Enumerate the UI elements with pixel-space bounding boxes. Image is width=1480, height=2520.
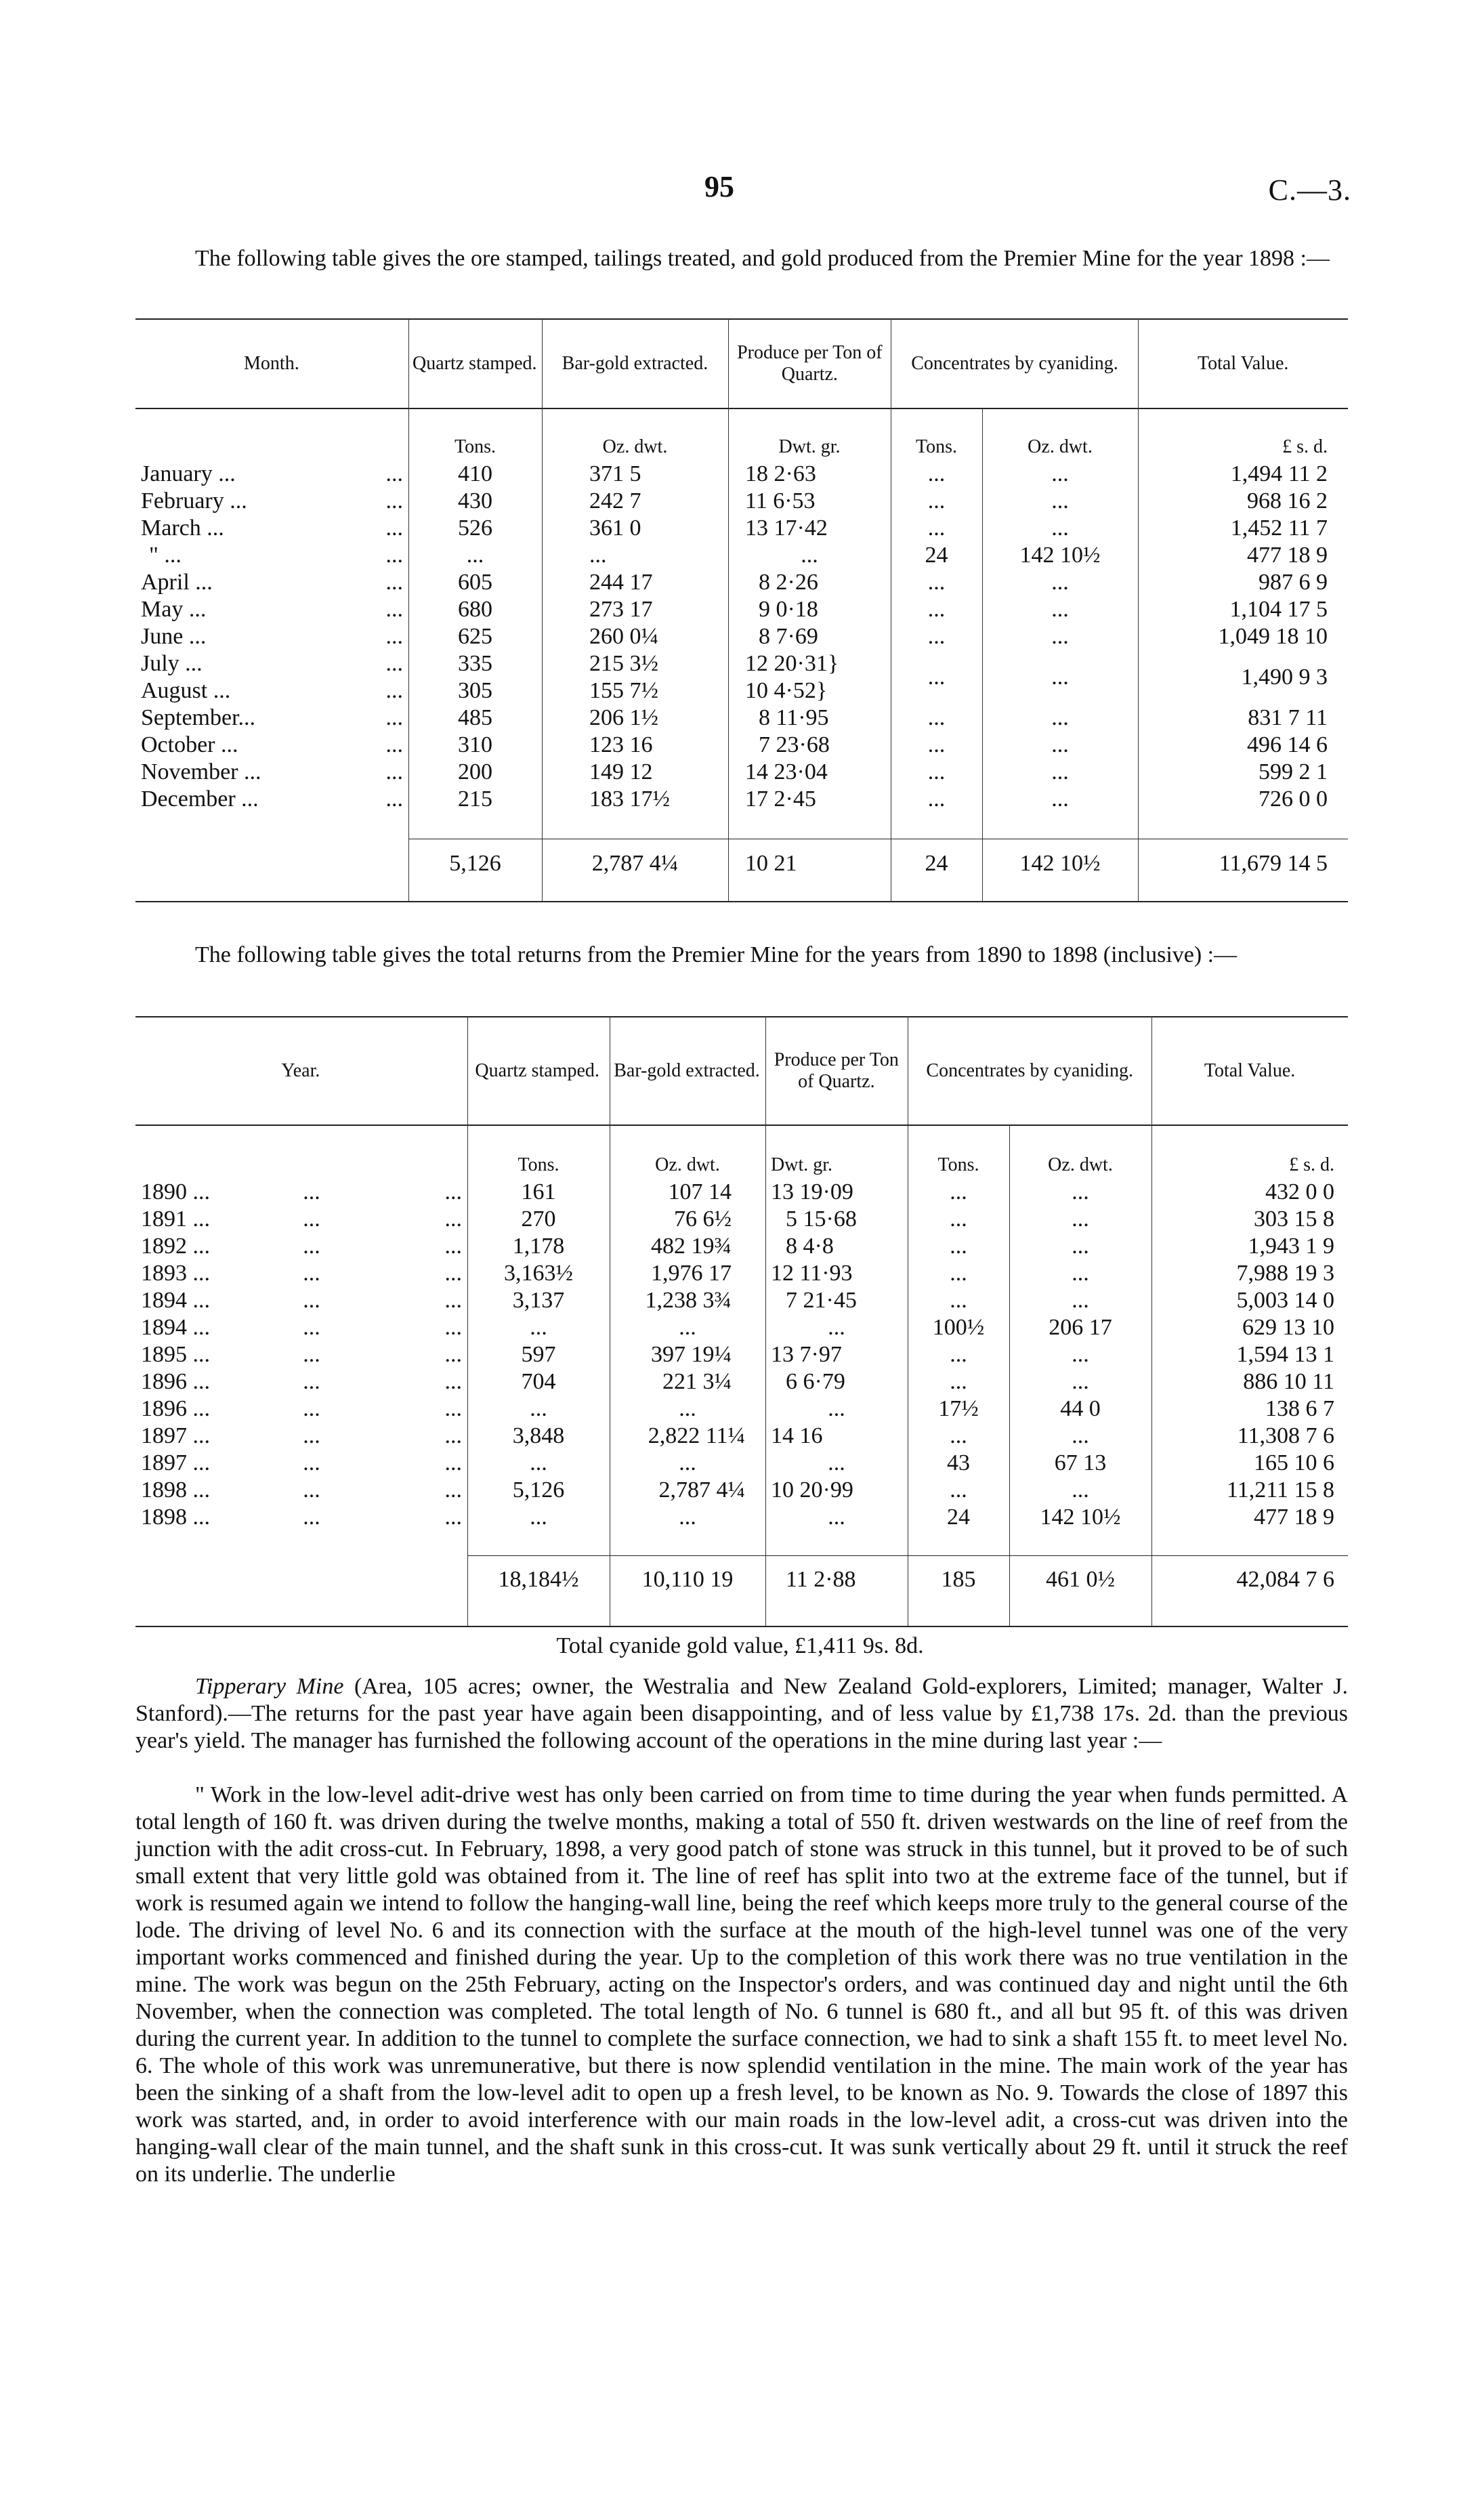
tipperary-paragraph xyxy=(135,1673,1348,1755)
table1-header-rule xyxy=(135,408,1348,409)
header-quartz: Quartz stamped. xyxy=(475,1060,599,1081)
unit: Dwt. gr. xyxy=(778,436,841,457)
table-row: 1892 ... ... ... 1,178 482 19¾ 8 4·8 ... ... 1,943 1 9 xyxy=(141,1234,1334,1259)
document-code: C.—3. xyxy=(1268,173,1351,207)
header-bargold: Bar-gold extracted. xyxy=(562,353,709,374)
header-produce: Produce per Ton of Quartz. xyxy=(737,342,883,385)
table2-header-rule xyxy=(135,1125,1348,1126)
unit: Oz. dwt. xyxy=(1048,1154,1113,1175)
table-row: April ... ... 605 244 17 8 2·26 ... ... 987 6 9 xyxy=(141,570,1328,595)
table-row: February ... ... 430 242 7 11 6·53 ... ... 968 16 2 xyxy=(141,488,1328,513)
header-year: Year. xyxy=(281,1060,320,1081)
table-row: November ... ... 200 149 12 14 23·04 ... ... 599 2 1 xyxy=(141,759,1328,784)
cyanide-note: Total cyanide gold value, £1,411 9s. 8d. xyxy=(556,1633,924,1658)
tipperary-text: (Area, 105 acres; owner, the Westralia and New Zealand Gold-explorers, Limited; manager, Walter J. Stanford).—The returns for the past year have again been disappointing, and of less value by £1,738 17s. 2d. than the previous year's yield. The manager has furnished the following account of the operations in the mine during last year :— xyxy=(135,1674,1349,1753)
table-row: January ... ... 410 371 5 18 2·63 ... ... 1,494 11 2 xyxy=(141,461,1328,486)
header-bargold: Bar-gold extracted. xyxy=(614,1060,760,1081)
header-quartz: Quartz stamped. xyxy=(413,353,537,374)
table-row: July ... ... 335 215 3½ 12 20·31} ... ... 1,490 9 3 xyxy=(141,651,1328,690)
header-concentrates: Concentrates by cyaniding. xyxy=(926,1060,1133,1081)
header-month: Month. xyxy=(244,353,299,374)
header-produce: Produce per Ton of Quartz. xyxy=(774,1049,899,1092)
table2-header xyxy=(135,1017,1348,1125)
totals-row: 5,126 2,787 4¼ 10 21 24 142 10½ 11,679 14 5 xyxy=(449,851,1328,876)
table-row: 1898 ... ... ... ... ... ... 24 142 10½ 477 18 9 xyxy=(141,1505,1334,1530)
table-row: 1896 ... ... ... 704 221 3¼ 6 6·79 ... ... 886 10 11 xyxy=(141,1369,1334,1394)
table1-body xyxy=(135,434,1348,813)
table-row: 1894 ... ... ... ... ... ... 100½ 206 17 629 13 10 xyxy=(141,1315,1334,1340)
table2-units-row xyxy=(135,1152,1348,1179)
header-total: Total Value. xyxy=(1197,353,1289,374)
unit: Dwt. gr. xyxy=(771,1154,832,1175)
table2-totals xyxy=(135,1566,1348,1593)
mine-name: Tipperary Mine xyxy=(195,1674,344,1699)
table1-units-row xyxy=(135,434,1348,461)
unit: Oz. dwt. xyxy=(602,436,668,457)
table-row: " ... ... ... ... ... 24 142 10½ 477 18 9 xyxy=(149,543,1328,568)
table-row: September... ... 485 206 1½ 8 11·95 ... ... 831 7 11 xyxy=(141,705,1328,730)
table-row: 1898 ... ... ... 5,126 2,787 4¼ 10 20·99 ... ... 11,211 15 8 xyxy=(141,1477,1334,1503)
table-row: October ... ... 310 123 16 7 23·68 ... ... 496 14 6 xyxy=(141,732,1328,757)
table2-totals-rule xyxy=(467,1555,1348,1556)
unit: £ s. d. xyxy=(1282,436,1328,457)
totals-row: 18,184½ 10,110 19 11 2·88 185 461 0½ 42,084 7 6 xyxy=(498,1567,1334,1592)
table-row: June ... ... 625 260 0¼ 8 7·69 ... ... 1,049 18 10 xyxy=(141,624,1328,649)
table1-header xyxy=(135,320,1348,408)
unit: Tons. xyxy=(915,436,958,457)
table-row: 1891 ... ... ... 270 76 6½ 5 15·68 ... ... 303 15 8 xyxy=(141,1206,1334,1232)
header-total: Total Value. xyxy=(1204,1060,1296,1081)
table-row: 1896 ... ... ... ... ... ... 17½ 44 0 138 6 7 xyxy=(141,1396,1334,1421)
table-row: 1890 ... ... ... 161 107 14 13 19·09 ... ... 432 0 0 xyxy=(141,1179,1334,1204)
unit: Oz. dwt. xyxy=(655,1154,720,1175)
table-row: 1894 ... ... ... 3,137 1,238 3¾ 7 21·45 ... ... 5,003 14 0 xyxy=(141,1288,1334,1313)
table-row: 1895 ... ... ... 597 397 19¼ 13 7·97 ... ... 1,594 13 1 xyxy=(141,1342,1334,1367)
table2-body xyxy=(135,1152,1348,1531)
table-row: 1897 ... ... ... 3,848 2,822 11¼ 14 16 ... ... 11,308 7 6 xyxy=(141,1423,1334,1448)
unit: Oz. dwt. xyxy=(1028,436,1093,457)
table-row: March ... ... 526 361 0 13 17·42 ... ... 1,452 11 7 xyxy=(141,516,1328,541)
unit: £ s. d. xyxy=(1289,1154,1334,1175)
manager-quote-paragraph: " Work in the low-level adit-drive west has only been carried on from time to time during the year when funds permitted. A total length of 160 ft. was driven during the twelve months, making a total of 550 ft. driven westwards on the line of reef from the junction with the adit cross-cut. In February, 1898, a very good patch of stone was struck in this tunnel, but it proved to be of such small extent that very little gold was obtained from it. The line of reef has split into two at the extreme face of the tunnel, but if work is resumed again we intend to follow the hanging-wall line, being the reef which keeps more truly to the general course of the lode. The driving of level No. 6 and its connection with the surface at the mouth of the high-level tunnel was one of the very important works commenced and finished during the year. Up to the completion of this work there was no true ventilation in the mine. The work was begun on the 25th February, acting on the Inspector's orders, and was continued day and night until the 6th November, when the connection was completed. The total length of No. 6 tunnel is 680 ft., and all but 95 ft. of this was driven during the current year. In addition to the tunnel to complete the surface connection, we had to sink a shaft 155 ft. to meet level No. 6. The whole of this work was unremunerative, but there is now splendid ventilation in the mine. The main work of the year has been the sinking of a shaft from the low-level adit to open up a fresh level, to be known as No. 9. Towards the close of 1897 this work was started, and, in order to avoid interference with our main roads in the low-level adit, a cross-cut was driven into the hanging-wall clear of the main tunnel, and the shaft sunk in this cross-cut. It was sunk vertically about 29 ft. until it struck the reef on its underlie. The underlie xyxy=(135,1782,1348,2187)
intro-paragraph-2: The following table gives the total returns from the Premier Mine for the years from 1890 to 1898 (inclusive) :— xyxy=(195,942,1238,967)
header-concentrates: Concentrates by cyaniding. xyxy=(911,353,1118,374)
table-row: May ... ... 680 273 17 9 0·18 ... ... 1,104 17 5 xyxy=(141,597,1328,622)
table-row: December ... ... 215 183 17½ 17 2·45 ... ... 726 0 0 xyxy=(141,786,1328,812)
table-row: August ... ... 305 155 7½ 10 4·52} xyxy=(141,678,828,703)
unit: Tons. xyxy=(517,1154,559,1175)
unit: Tons. xyxy=(937,1154,979,1175)
unit: Tons. xyxy=(454,436,496,457)
intro-paragraph-1: The following table gives the ore stamped, tailings treated, and gold produced from the Premier Mine for the year 1898 :— xyxy=(195,246,1330,271)
page-number: 95 xyxy=(704,170,734,203)
table-row: 1893 ... ... ... 3,163½ 1,976 17 12 11·93 ... ... 7,988 19 3 xyxy=(141,1261,1334,1286)
table1-bottom-rule xyxy=(135,901,1348,902)
table2-bottom-rule xyxy=(135,1626,1348,1627)
table1-totals xyxy=(135,850,1348,877)
table-row: 1897 ... ... ... ... ... ... 43 67 13 165 10 6 xyxy=(141,1450,1334,1475)
